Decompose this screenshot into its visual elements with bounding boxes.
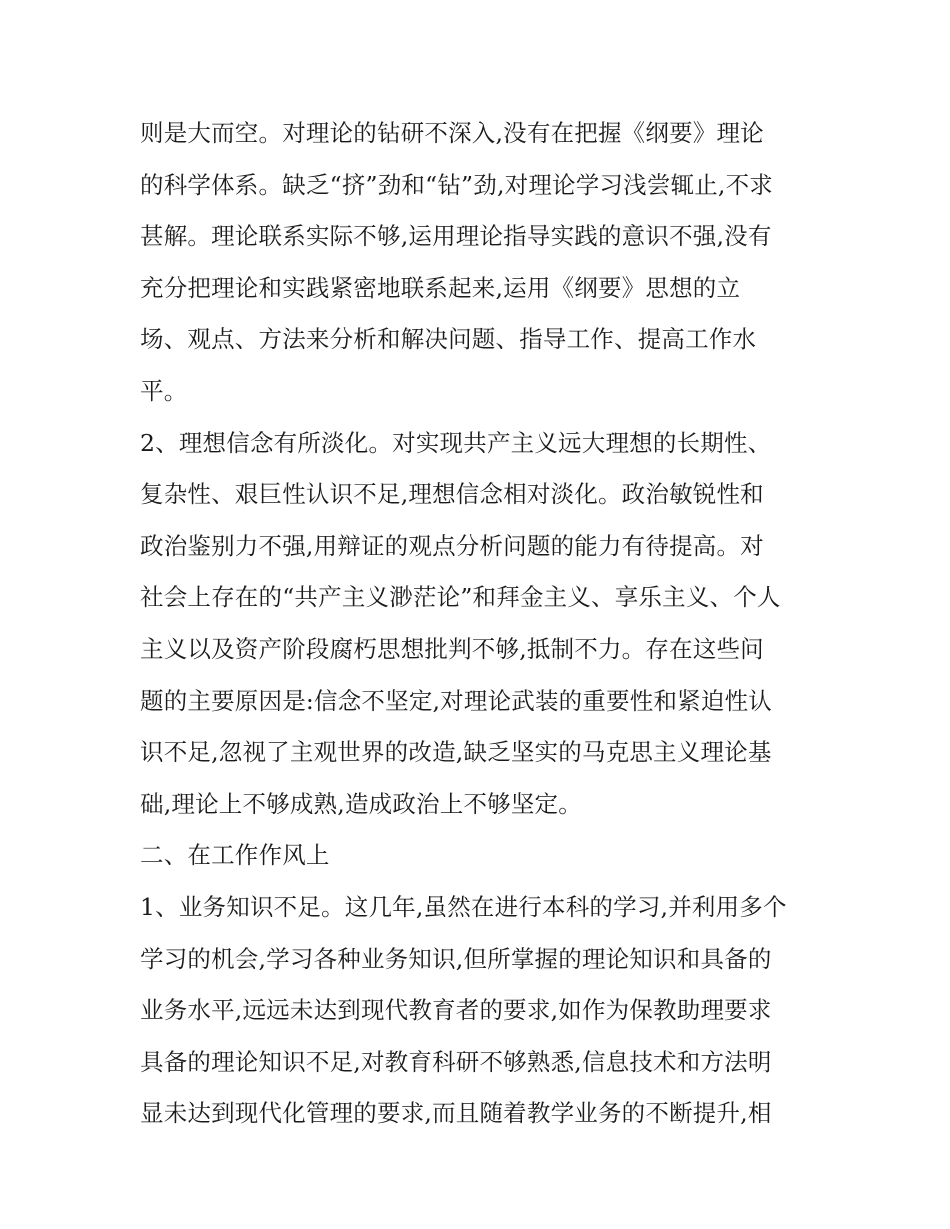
text-line: 础,理论上不够成熟,造成政治上不够坚定。 — [140, 789, 582, 818]
text-line: 政治鉴别力不强,用辩证的观点分析问题的能力有待提高。对 — [140, 531, 764, 560]
text-line: 场、观点、方法来分析和解决问题、指导工作、提高工作水 — [140, 325, 757, 354]
text-line: 学习的机会,学习各种业务知识,但所掌握的理论知识和具备的 — [140, 944, 772, 973]
text-line: 识不足,忽视了主观世界的改造,缺乏坚实的马克思主义理论基 — [140, 738, 772, 767]
text-line: 主义以及资产阶段腐朽思想批判不够,抵制不力。存在这些问 — [140, 634, 764, 663]
text-line: 社会上存在的“共产主义渺茫论”和拜金主义、享乐主义、个人 — [140, 583, 781, 612]
text-line: 2、理想信念有所淡化。对实现共产主义远大理想的长期性、 — [140, 428, 772, 457]
text-line: 平。 — [140, 376, 188, 405]
text-line: 的科学体系。缺乏“挤”劲和“钻”劲,对理论学习浅尝辄止,不求 — [140, 170, 773, 199]
text-line: 复杂性、艰巨性认识不足,理想信念相对淡化。政治敏锐性和 — [140, 480, 764, 509]
text-line: 业务水平,远远未达到现代教育者的要求,如作为保教助理要求 — [140, 996, 772, 1025]
text-line: 甚解。理论联系实际不够,运用理论指导实践的意识不强,没有 — [140, 222, 772, 251]
text-line: 则是大而空。对理论的钻研不深入,没有在把握《纲要》理论 — [140, 119, 764, 147]
text-line: 1、业务知识不足。这几年,虽然在进行本科的学习,并利用多个 — [140, 892, 787, 921]
text-line: 具备的理论知识不足,对教育科研不够熟悉,信息技术和方法明 — [140, 1047, 772, 1076]
section-heading: 二、在工作作风上 — [140, 841, 330, 870]
text-line: 显未达到现代化管理的要求,而且随着教学业务的不断提升,相 — [140, 1099, 772, 1128]
document-body — [140, 108, 820, 1140]
text-line: 题的主要原因是:信念不坚定,对理论武装的重要性和紧迫性认 — [140, 686, 772, 715]
text-line: 充分把理论和实践紧密地联系起来,运用《纲要》思想的立 — [140, 273, 741, 302]
